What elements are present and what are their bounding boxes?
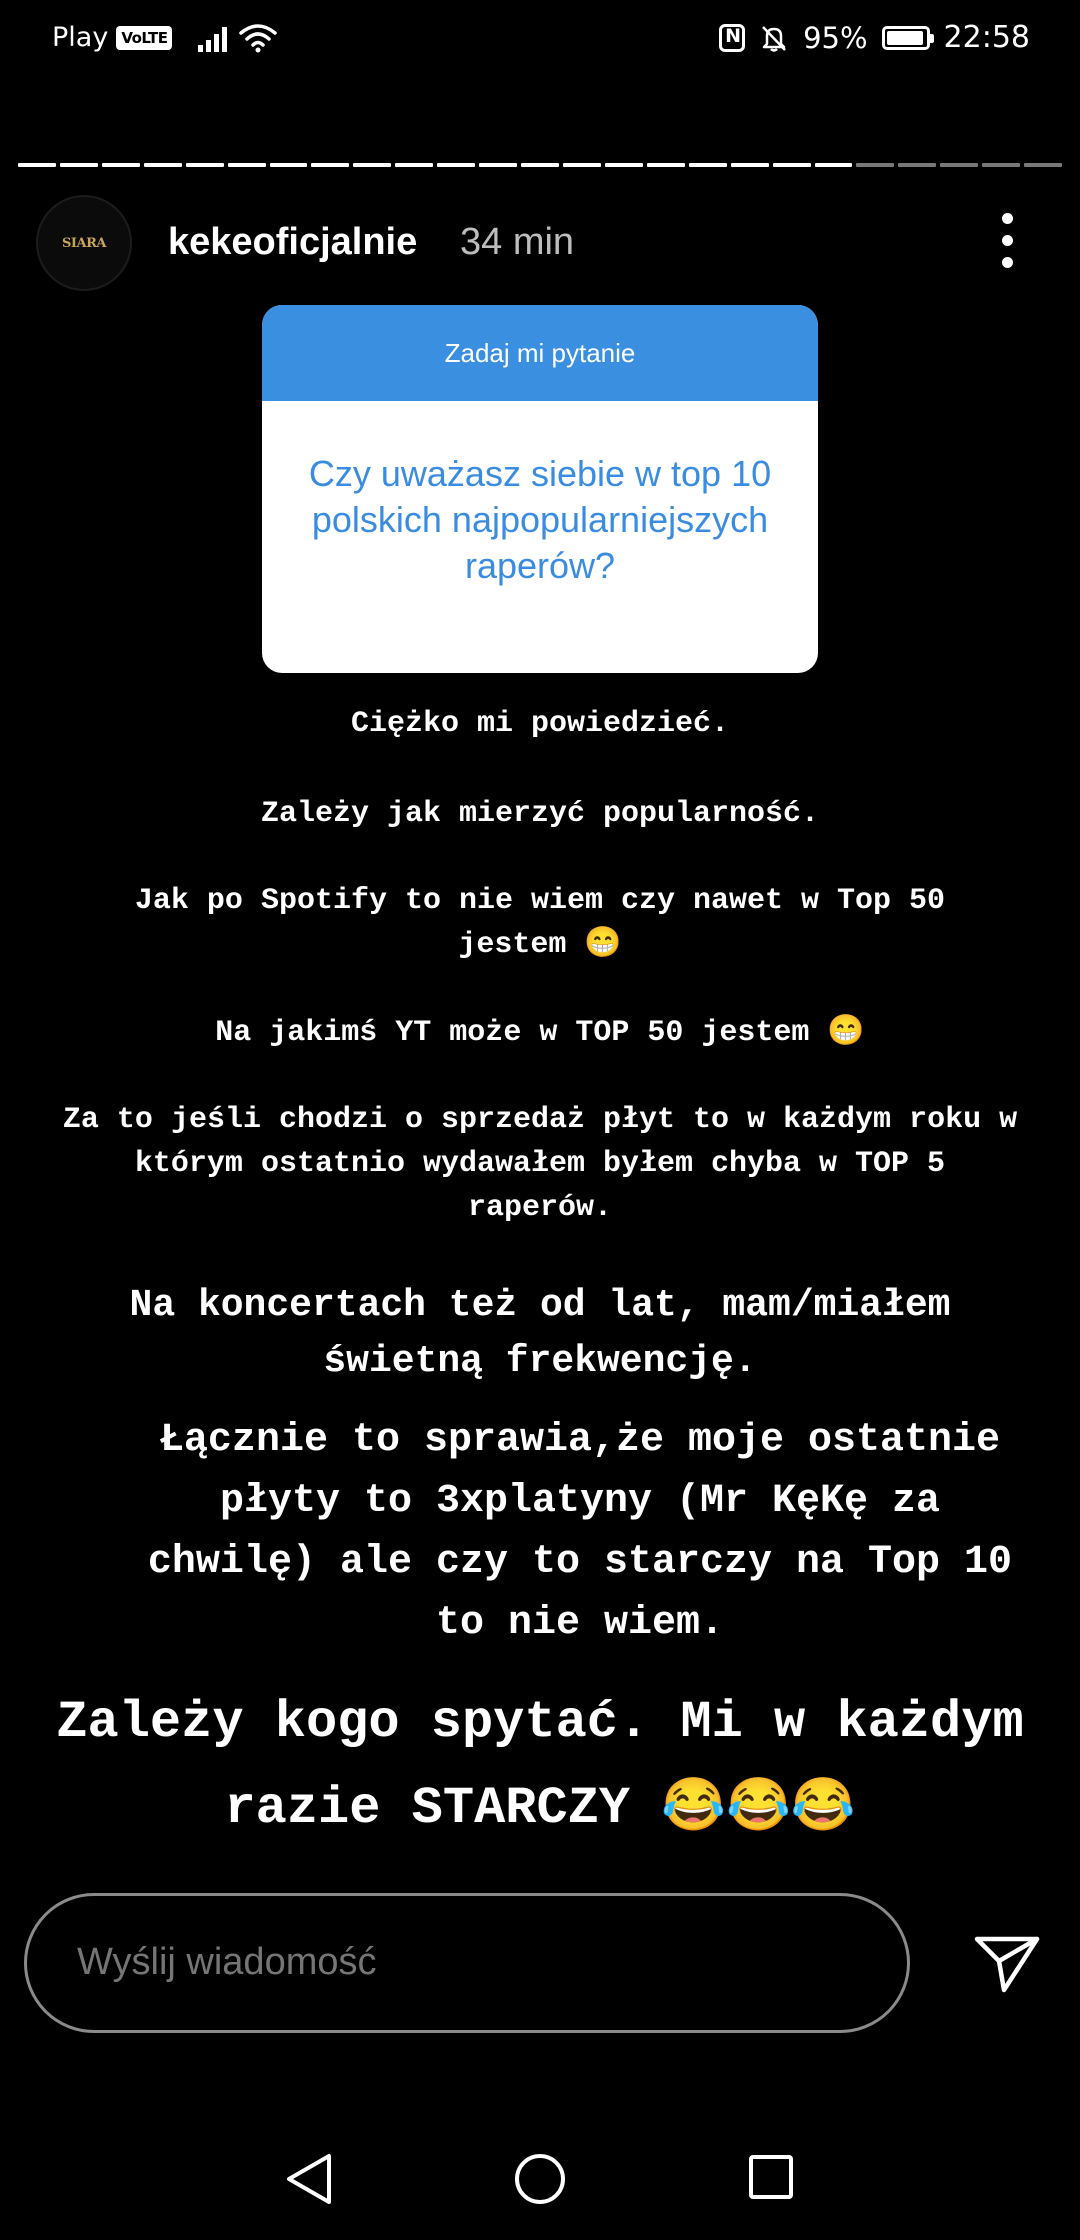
reply-text-3: Jak po Spotify to nie wiem czy nawet w Top 50 jestem 😁 bbox=[134, 884, 946, 962]
progress-segment bbox=[1024, 163, 1062, 167]
avatar-logo: SIARA bbox=[62, 235, 106, 251]
progress-segment bbox=[815, 163, 853, 167]
progress-segment bbox=[270, 163, 308, 167]
progress-segment bbox=[437, 163, 475, 167]
progress-segment bbox=[186, 163, 224, 167]
username[interactable]: kekeoficjalnie bbox=[168, 221, 418, 263]
progress-segment bbox=[60, 163, 98, 167]
story-header bbox=[0, 195, 1080, 295]
reply-text-1: Ciężko mi powiedzieć. bbox=[350, 707, 730, 741]
question-sticker-header: Zadaj mi pytanie bbox=[262, 305, 818, 401]
bell-muted-icon bbox=[759, 23, 789, 53]
reply-text-6: Na koncertach też od lat, mam/miałem świetną frekwencję. bbox=[129, 1284, 951, 1383]
wifi-icon bbox=[239, 23, 277, 53]
progress-segment bbox=[228, 163, 266, 167]
progress-segment bbox=[395, 163, 433, 167]
question-text: Czy uważasz siebie w top 10 polskich najpopularniejszych raperów? bbox=[308, 453, 772, 586]
reply-text-2: Zależy jak mierzyć popularność. bbox=[260, 797, 820, 831]
progress-segment bbox=[18, 163, 56, 167]
story-progress-bar bbox=[18, 163, 1062, 167]
progress-segment bbox=[898, 163, 936, 167]
progress-segment bbox=[563, 163, 601, 167]
progress-segment bbox=[605, 163, 643, 167]
avatar[interactable] bbox=[36, 195, 132, 291]
status-bar bbox=[0, 0, 1080, 80]
progress-segment bbox=[144, 163, 182, 167]
progress-segment bbox=[102, 163, 140, 167]
send-icon[interactable] bbox=[974, 1935, 1040, 1993]
nav-home-icon[interactable] bbox=[513, 2152, 567, 2206]
carrier-name: Play bbox=[52, 22, 109, 53]
question-sticker[interactable] bbox=[262, 305, 818, 673]
progress-segment bbox=[982, 163, 1020, 167]
volte-badge: VoLTE bbox=[116, 26, 172, 50]
progress-segment bbox=[689, 163, 727, 167]
reply-text-5: Za to jeśli chodzi o sprzedaż płyt to w każdym roku w którym ostatnio wydawałem byłem chyba w TOP 5 raperów. bbox=[62, 1103, 1018, 1225]
reply-text-8: Zależy kogo spytać. Mi w każdym razie STARCZY 😂😂😂 bbox=[56, 1693, 1024, 1838]
progress-segment bbox=[521, 163, 559, 167]
nav-recents-icon[interactable] bbox=[748, 2154, 794, 2200]
navigation-bar bbox=[0, 2130, 1080, 2230]
clock: 22:58 bbox=[943, 20, 1030, 55]
reply-text-4: Na jakimś YT może w TOP 50 jestem 😁 bbox=[215, 1016, 865, 1050]
progress-segment bbox=[856, 163, 894, 167]
progress-segment bbox=[773, 163, 811, 167]
progress-segment bbox=[647, 163, 685, 167]
progress-segment bbox=[731, 163, 769, 167]
progress-segment bbox=[353, 163, 391, 167]
battery-percent: 95% bbox=[803, 20, 868, 55]
signal-icon bbox=[198, 24, 227, 52]
reply-text-7: Łącznie to sprawia,że moje ostatnie płyty to 3xplatyny (Mr KęKę za chwilę) ale czy to starczy na Top 10 to nie wiem. bbox=[147, 1418, 1013, 1646]
more-options-icon[interactable] bbox=[998, 213, 1018, 269]
progress-segment bbox=[940, 163, 978, 167]
message-bar[interactable] bbox=[24, 1893, 910, 2033]
post-time: 34 min bbox=[460, 221, 575, 263]
progress-segment bbox=[311, 163, 349, 167]
nav-back-icon[interactable] bbox=[283, 2152, 333, 2206]
progress-segment bbox=[479, 163, 517, 167]
message-input[interactable] bbox=[75, 1940, 839, 1985]
nfc-icon bbox=[719, 24, 745, 52]
battery-icon bbox=[882, 26, 930, 50]
